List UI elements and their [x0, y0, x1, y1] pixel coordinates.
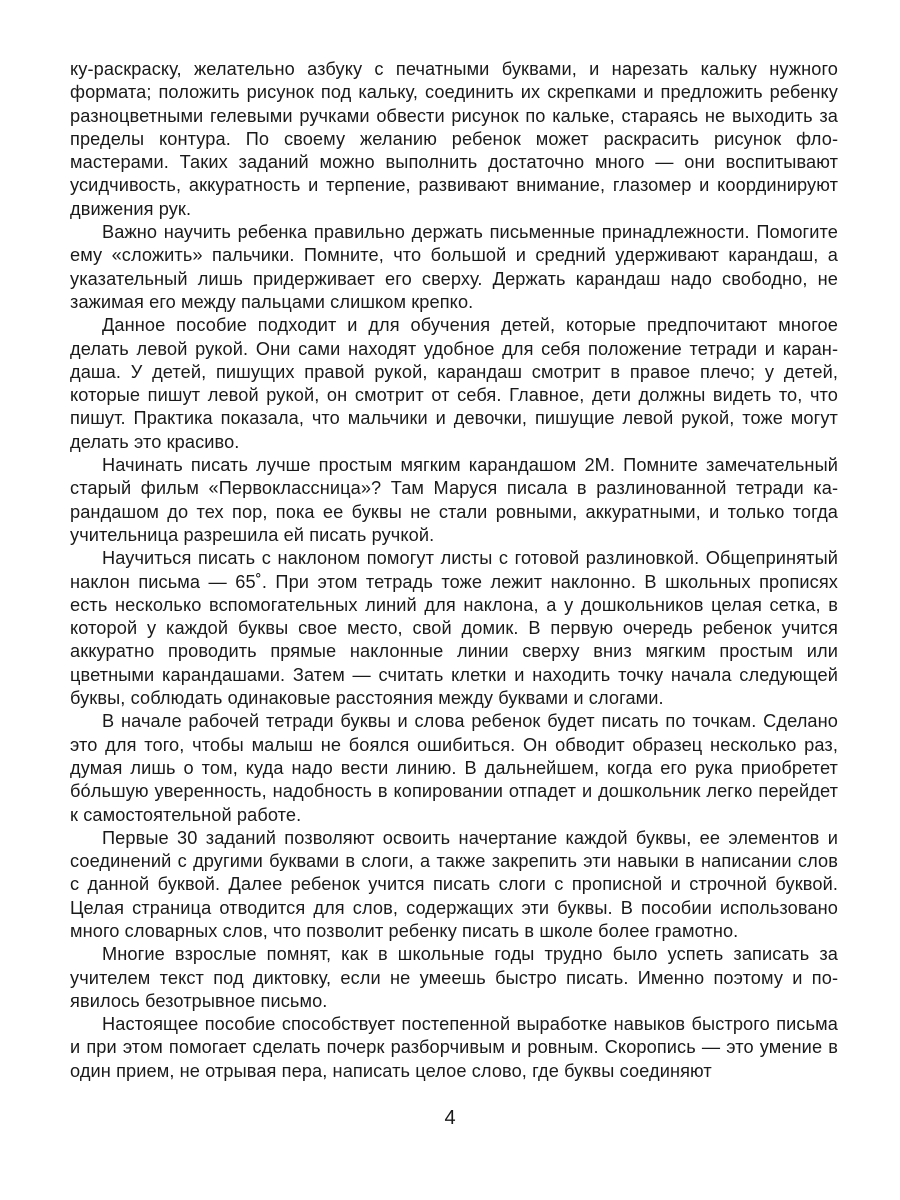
paragraph-slant: Научиться писать с наклоном помогут листы с готовой разлиновкой. Общепринятый наклон письма — 65˚. При этом тетрадь тоже лежит наклонно. В школьных прописях есть несколько вспомогательных линий для наклона, а у дошкольников целая сетка, в которой у каждой буквы свое место, свой домик. В первую очередь ребенок учится аккуратно проводить прямые наклонные линии сверху вниз мягким простым или цветными карандашами. Затем — считать клетки и находить точку начала следующей буквы, соблюдать одинаковые расстояния между буквами и слогами. — [70, 548, 838, 709]
paragraph-left-handed: Данное пособие подходит и для обучения детей, которые предпочитают многое делать левой рукой. Они сами находят удобное для себя положение тетради и карандаша. У детей, пишущих правой рукой, карандаш смотрит в правое плечо; у детей, которые пишут левой рукой, он смотрит от себя. Главное, дети должны видеть то, что пишут. Практика показала, что мальчики и девочки, пишущие левой рукой, тоже могут делать это красиво. — [70, 315, 838, 452]
page-number: 4 — [444, 1107, 456, 1129]
paragraph-soft-pencil: Начинать писать лучше простым мягким карандашом 2М. Помните замечательный старый фильм «Первоклассница»? Там Маруся писала в разлинованной тетради карандашом до тех пор, пока ее буквы не стали ровными, аккуратными, и только тогда учительница разрешила ей писать ручкой. — [70, 455, 838, 545]
document-body — [70, 58, 838, 1083]
paragraph-holding-pencil: Важно научить ребенка правильно держать письменные принадлежности. Помогите ему «сложить» пальчики. Помните, что большой и средний удерживают карандаш, а указательный лишь придерживает его сверху. Держать карандаш надо свободно, не зажимая его между пальцами слишком крепко. — [70, 222, 838, 312]
paragraph-continuation: ку-раскраску, желательно азбуку с печатными буквами, и нарезать кальку нужного формата; положить рисунок под кальку, соединить их скрепками и предложить ребенку разноцветными гелевыми ручками обвести рисунок по кальке, стараясь не выходить за пределы контура. По своему желанию ребенок может раскрасить рисунок фломастерами. Таких заданий можно выполнить достаточно много — они воспитывают усидчивость, аккуратность и терпение, развивают внимание, глазомер и координируют движения рук. — [70, 59, 838, 219]
paragraph-first-30-tasks: Первые 30 заданий позволяют освоить начертание каждой буквы, ее элементов и соединений с другими буквами в слоги, а также закрепить эти навыки в написании слов с данной буквой. Далее ребенок учится писать слоги с прописной и строчной буквой. Целая страница отводится для слов, содержащих эти буквы. В пособии использовано много словарных слов, что позволит ребенку писать в школе более грамотно. — [70, 827, 838, 941]
paragraph-dots: В начале рабочей тетради буквы и слова ребенок будет писать по точкам. Сделано это для того, чтобы малыш не боялся ошибиться. Он обводит образец несколько раз, думая лишь о том, куда надо вести линию. В дальнейшем, когда его рука приобретет бóльшую уверенность, надобность в копировании отпадет и дошкольник легко перейдет к самостоятельной работе. — [70, 711, 838, 825]
paragraph-cursive: Настоящее пособие способствует постепенной выработке навыков быстрого письма и при этом помогает сделать почерк разборчивым и ровным. Скоропись — это умение в один прием, не отрывая пера, написать целое слово, где буквы соединяют — [70, 1014, 838, 1081]
paragraph-dictation: Многие взрослые помнят, как в школьные годы трудно было успеть записать за учителем текст под диктовку, если не умеешь быстро писать. Именно поэтому и появилось безотрывное письмо. — [70, 944, 838, 1011]
